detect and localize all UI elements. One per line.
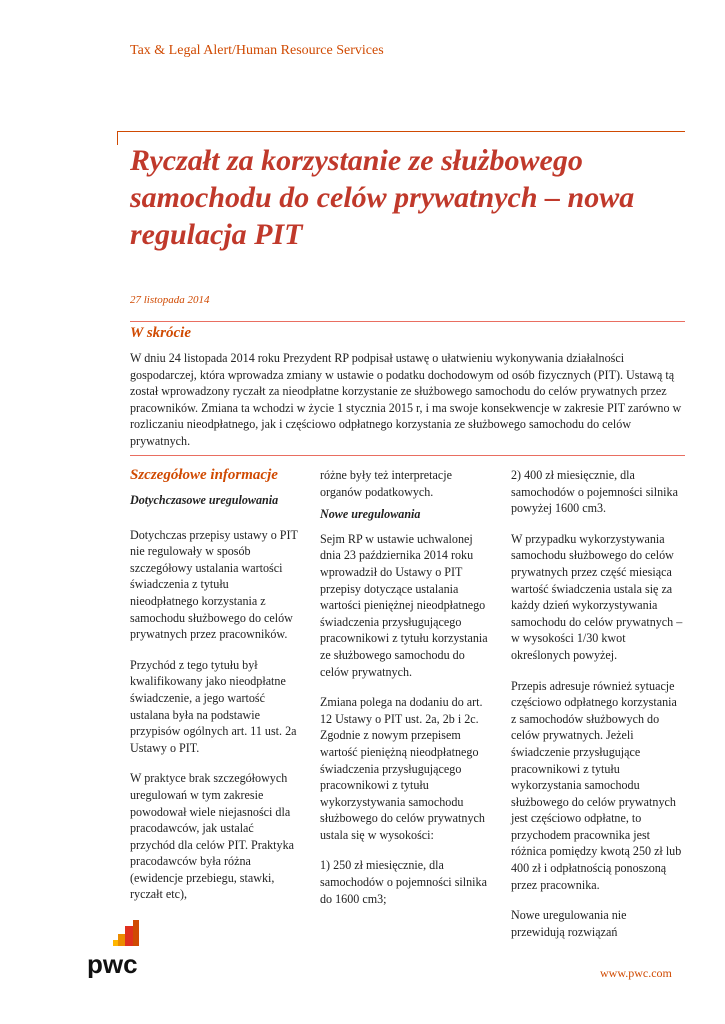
details-heading: Szczegółowe informacje bbox=[130, 467, 278, 483]
summary-heading: W skrócie bbox=[130, 325, 191, 341]
corner-rule-vertical bbox=[117, 131, 118, 145]
paragraph: Przepis adresuje również sytuacje częściowo odpłatnego korzystania z samochodów służbowych do celów prywatnych. Jeżeli świadczenie przysługujące pracownikowi z tytułu wykorzystania samochodu służbowego do celów prywatnych jest częściowo odpłatne, to przychodem pracownika jest różnica pomiędzy kwotą 250 zł lub 400 zł i odpłatnością ponoszoną przez pracownika. bbox=[511, 678, 682, 892]
paragraph: 1) 250 zł miesięcznie, dla samochodów o pojemności silnika do 1600 cm3; bbox=[320, 858, 487, 906]
paragraph: Nowe uregulowania nie przewidują rozwiązań bbox=[511, 908, 627, 939]
pwc-logo bbox=[85, 918, 155, 978]
section-divider bbox=[130, 321, 685, 322]
paragraph: Sejm RP w ustawie uchwalonej dnia 23 października 2014 roku wprowadził do Ustawy o PIT przepisy dotyczące ustalania wartości pieniężnej nieodpłatnego świadczenia przysługującego pracownikowi z tytułu korzystania ze służbowego samochodu do celów prywatnych. bbox=[320, 531, 488, 679]
column-2 bbox=[320, 467, 492, 921]
paragraph: Zmiana polega na dodaniu do art. 12 Ustawy o PIT ust. 2a, 2b i 2c. Zgodnie z nowym przepisem wartość pieniężną nieodpłatnego świadczenia przysługującego pracownikowi z tytułu wykorzystywania samochodu służbowego do celów prywatnych ustala się w wysokości: bbox=[320, 695, 485, 842]
footer-url[interactable]: www.pwc.com bbox=[600, 966, 672, 980]
paragraph: Przychód z tego tytułu był kwalifikowany jako nieodpłatne świadczenie, a jego wartość ustalana była na podstawie przypisów ogólnych art. 11 ust. 2a Ustawy o PIT. bbox=[130, 657, 297, 755]
logo-wordmark: pwc bbox=[87, 949, 138, 978]
document-header: Tax & Legal Alert/Human Resource Services bbox=[130, 43, 384, 58]
corner-rule-horizontal bbox=[117, 131, 685, 132]
paragraph: 2) 400 zł miesięcznie, dla samochodów o pojemności silnika powyżej 1600 cm3. bbox=[511, 468, 678, 516]
column-3 bbox=[511, 467, 683, 954]
summary-text: W dniu 24 listopada 2014 roku Prezydent RP podpisał ustawę o ułatwieniu wykonywania działalności gospodarczej, która wprowadza zmiany w ustawie o podatku dochodowym od osób fizycznych (PIT). Ustawą tą został wprowadzony ryczałt za nieodpłatne korzystanie ze służbowego samochodu do celów prywatnych przez pracowników. Zmiana ta wchodzi w życie 1 stycznia 2015 r, i ma swoje konsekwencje w zakresie PIT zarówno w rozliczaniu nieodpłatnego, jak i częściowo odpłatnego korzystania ze służbowego samochodu do celów prywatnych. bbox=[130, 351, 682, 448]
document-date: 27 listopada 2014 bbox=[130, 294, 210, 306]
column-1 bbox=[130, 467, 300, 917]
paragraph: Dotychczas przepisy ustawy o PIT nie regulowały w sposób szczegółowy ustalania wartości świadczenia z tytułu nieodpłatnego korzystania z samochodu służbowego do celów prywatnych przez pracowników. bbox=[130, 527, 298, 642]
paragraph: W przypadku wykorzystywania samochodu służbowego do celów prywatnych przez część miesiąca wartość świadczenia ustala się za każdy dzień wykorzystywania samochodu do celów prywatnych – w wysokości 1/30 kwot określonych powyżej. bbox=[511, 531, 683, 662]
paragraph: różne były też interpretacje organów podatkowych. bbox=[320, 468, 452, 499]
paragraph: W praktyce brak szczegółowych uregulowań w tym zakresie powodował wiele niejasności dla pracodawców, jak ustalać przychód dla celów PIT. Praktyka pracodawców była różna (ewidencje przebiegu, stawki, ryczałt etc), bbox=[130, 771, 294, 902]
previous-regulations-heading: Dotychczasowe uregulowania bbox=[130, 493, 279, 507]
new-regulations-heading: Nowe uregulowania bbox=[320, 507, 421, 522]
document-title: Ryczałt za korzystanie ze służbowego samochodu do celów prywatnych – nowa regulacja PIT bbox=[130, 144, 635, 251]
section-divider bbox=[130, 455, 685, 456]
